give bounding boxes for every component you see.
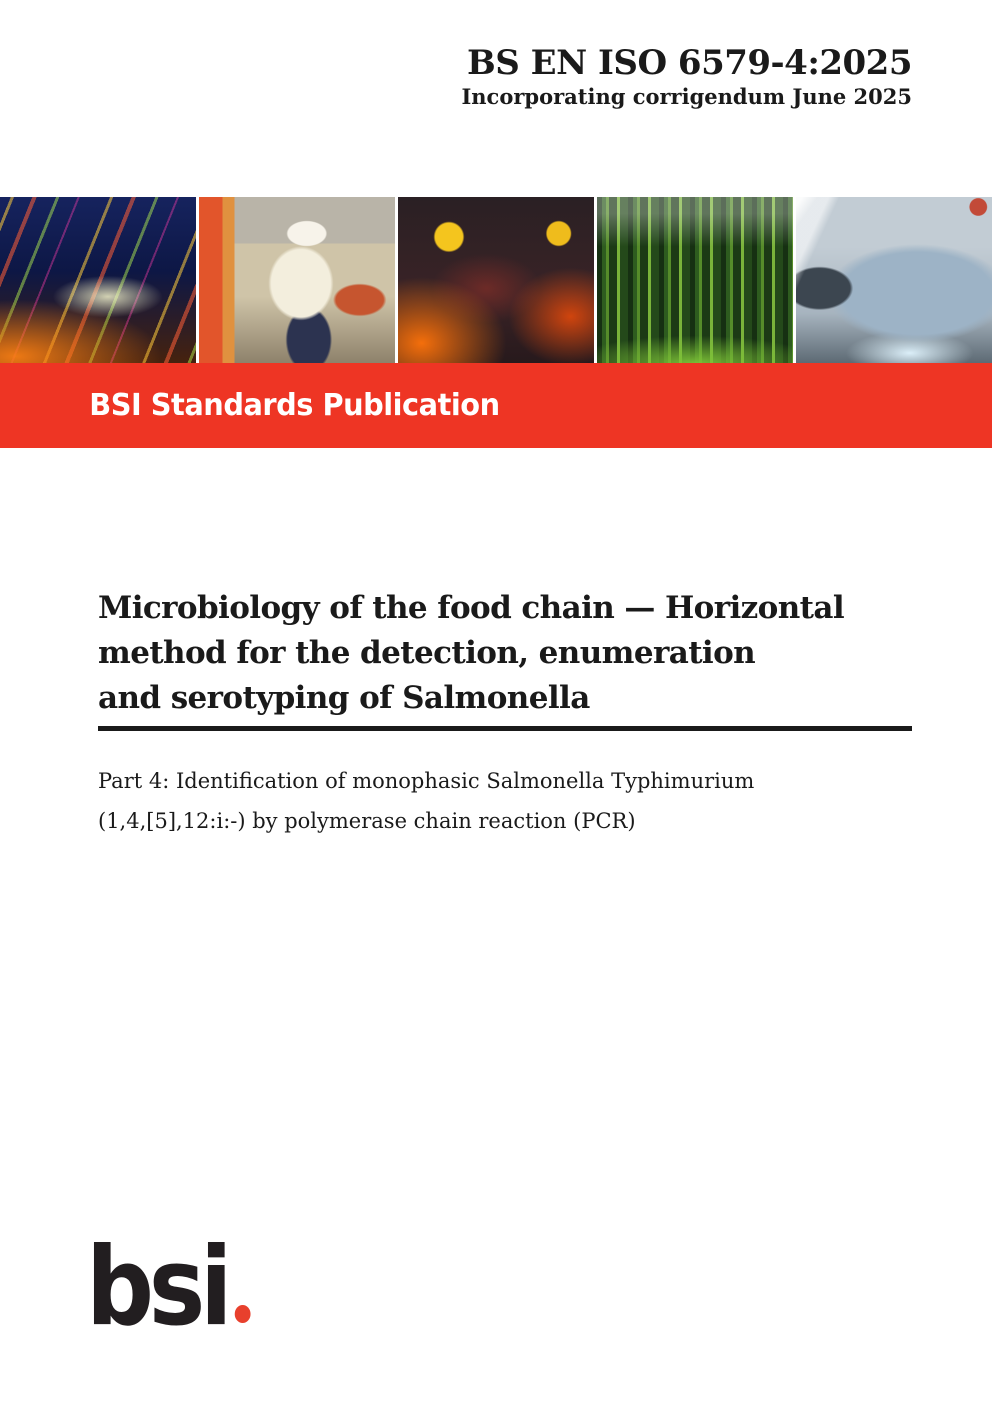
car-assembly-photo — [796, 197, 992, 363]
document-subtitle — [98, 761, 914, 841]
title-line-2: method for the detection, enumeration — [98, 635, 756, 671]
corrigendum-note: Incorporating corrigendum June 2025 — [461, 84, 912, 109]
title-divider-rule — [98, 726, 912, 731]
forest-photo — [597, 197, 793, 363]
bsi-logo — [86, 1225, 250, 1350]
red-band — [0, 363, 992, 448]
photo-banner — [0, 197, 992, 363]
subtitle-line-2: (1,4,[5],12:i:-) by polymerase chain reaction (PCR) — [98, 809, 636, 833]
standard-number: BS EN ISO 6579-4:2025 — [467, 43, 912, 83]
bsi-logo-text: bsi — [86, 1225, 228, 1350]
publication-type-label: BSI Standards Publication — [89, 388, 500, 423]
firefighters-photo — [398, 197, 594, 363]
document-title — [98, 586, 914, 721]
night-traffic-photo — [0, 197, 196, 363]
warehouse-worker-photo — [199, 197, 395, 363]
bsi-logo-red-dot — [234, 1305, 250, 1323]
subtitle-line-1: Part 4: Identification of monophasic Salmonella Typhimurium — [98, 769, 755, 793]
document-header — [461, 44, 912, 110]
title-line-1: Microbiology of the food chain — Horizontal — [98, 590, 845, 626]
title-line-3: and serotyping of Salmonella — [98, 680, 590, 716]
